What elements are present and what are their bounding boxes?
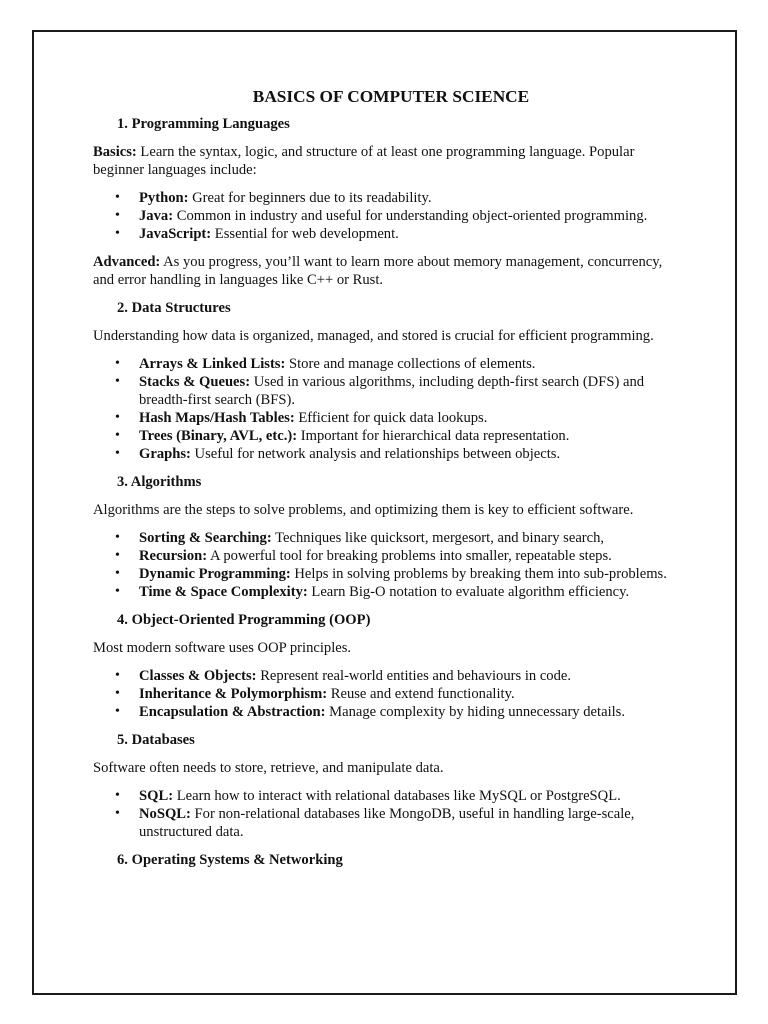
list-item bbox=[93, 355, 683, 373]
item-term: SQL: bbox=[139, 788, 174, 804]
list-item bbox=[93, 565, 683, 583]
item-term: Time & Space Complexity: bbox=[139, 584, 308, 600]
item-term: Python: bbox=[139, 190, 189, 206]
list-item bbox=[93, 805, 683, 841]
section-heading: 6. Operating Systems & Networking bbox=[117, 852, 343, 868]
list-item bbox=[93, 409, 683, 427]
list-item bbox=[93, 225, 683, 243]
bullet-icon: • bbox=[115, 428, 120, 443]
bullet-icon: • bbox=[115, 190, 120, 205]
section-outro bbox=[93, 253, 683, 289]
bullet-icon: • bbox=[115, 584, 120, 599]
item-term: Java: bbox=[139, 208, 174, 224]
item-term: Dynamic Programming: bbox=[139, 566, 291, 582]
list-item bbox=[93, 207, 683, 225]
item-term: Trees (Binary, AVL, etc.): bbox=[139, 428, 298, 444]
item-text: Store and manage collections of elements. bbox=[285, 356, 536, 372]
item-text: Used in various algorithms, including depth-first search (DFS) and breadth-first search (BFS). bbox=[139, 374, 645, 408]
document-body bbox=[93, 87, 683, 869]
section-heading: 4. Object-Oriented Programming (OOP) bbox=[117, 612, 371, 628]
intro-term: Basics: bbox=[93, 144, 137, 160]
item-text: Represent real-world entities and behaviours in code. bbox=[256, 668, 572, 684]
section-databases bbox=[93, 731, 683, 841]
item-text: Learn Big-O notation to evaluate algorithm efficiency. bbox=[307, 584, 630, 600]
section-intro bbox=[93, 143, 683, 179]
bullet-icon: • bbox=[115, 566, 120, 581]
item-text: Common in industry and useful for understanding object-oriented programming. bbox=[173, 208, 648, 224]
section-algorithms bbox=[93, 473, 683, 601]
section-heading: 5. Databases bbox=[117, 732, 195, 748]
section-heading: 3. Algorithms bbox=[117, 474, 202, 490]
item-term: JavaScript: bbox=[139, 226, 212, 242]
item-text: Manage complexity by hiding unnecessary details. bbox=[325, 704, 625, 720]
item-text: Learn how to interact with relational databases like MySQL or PostgreSQL. bbox=[173, 788, 621, 804]
section-data-structures bbox=[93, 299, 683, 463]
item-term: Stacks & Queues: bbox=[139, 374, 251, 390]
bullet-icon: • bbox=[115, 208, 120, 223]
bullet-list bbox=[93, 787, 683, 841]
section-programming-languages bbox=[93, 115, 683, 289]
list-item bbox=[93, 583, 683, 601]
bullet-list bbox=[93, 667, 683, 721]
outro-term: Advanced: bbox=[93, 254, 161, 270]
bullet-icon: • bbox=[115, 548, 120, 563]
list-item bbox=[93, 529, 683, 547]
bullet-list bbox=[93, 529, 683, 601]
item-text: Efficient for quick data lookups. bbox=[294, 410, 488, 426]
intro-text: Learn the syntax, logic, and structure of at least one programming language. Popular beginner languages include: bbox=[93, 144, 635, 178]
section-heading: 2. Data Structures bbox=[117, 300, 231, 316]
list-item bbox=[93, 787, 683, 805]
bullet-icon: • bbox=[115, 788, 120, 803]
item-term: Hash Maps/Hash Tables: bbox=[139, 410, 295, 426]
bullet-icon: • bbox=[115, 374, 120, 389]
item-text: Essential for web development. bbox=[211, 226, 399, 242]
bullet-list bbox=[93, 355, 683, 463]
document-title: BASICS OF COMPUTER SCIENCE bbox=[252, 87, 530, 106]
item-term: Encapsulation & Abstraction: bbox=[139, 704, 326, 720]
item-text: Techniques like quicksort, mergesort, and binary search, bbox=[271, 530, 605, 546]
list-item bbox=[93, 685, 683, 703]
section-intro: Understanding how data is organized, managed, and stored is crucial for efficient programming. bbox=[93, 328, 654, 344]
bullet-icon: • bbox=[115, 704, 120, 719]
item-text: Helps in solving problems by breaking them into sub-problems. bbox=[290, 566, 667, 582]
bullet-icon: • bbox=[115, 806, 120, 821]
bullet-icon: • bbox=[115, 686, 120, 701]
bullet-icon: • bbox=[115, 226, 120, 241]
item-text: Important for hierarchical data representation. bbox=[297, 428, 570, 444]
section-oop bbox=[93, 611, 683, 721]
item-term: Arrays & Linked Lists: bbox=[139, 356, 286, 372]
section-intro: Most modern software uses OOP principles. bbox=[93, 640, 352, 656]
section-intro: Software often needs to store, retrieve, and manipulate data. bbox=[93, 760, 444, 776]
list-item bbox=[93, 547, 683, 565]
bullet-icon: • bbox=[115, 530, 120, 545]
item-text: For non-relational databases like MongoDB, useful in handling large-scale, unstructured data. bbox=[139, 806, 635, 840]
item-term: Classes & Objects: bbox=[139, 668, 257, 684]
item-text: Useful for network analysis and relationships between objects. bbox=[190, 446, 561, 462]
item-text: Great for beginners due to its readability. bbox=[188, 190, 432, 206]
section-os-networking bbox=[93, 851, 683, 869]
bullet-icon: • bbox=[115, 356, 120, 371]
section-heading: 1. Programming Languages bbox=[117, 116, 290, 132]
list-item bbox=[93, 703, 683, 721]
outro-text: As you progress, you’ll want to learn more about memory management, concurrency, and error handling in languages like C++ or Rust. bbox=[93, 254, 663, 288]
bullet-list bbox=[93, 189, 683, 243]
item-term: Graphs: bbox=[139, 446, 191, 462]
item-term: Recursion: bbox=[139, 548, 208, 564]
item-text: Reuse and extend functionality. bbox=[327, 686, 515, 702]
item-term: Inheritance & Polymorphism: bbox=[139, 686, 328, 702]
list-item bbox=[93, 427, 683, 445]
item-term: Sorting & Searching: bbox=[139, 530, 272, 546]
item-text: A powerful tool for breaking problems into smaller, repeatable steps. bbox=[207, 548, 612, 564]
item-term: NoSQL: bbox=[139, 806, 191, 822]
bullet-icon: • bbox=[115, 446, 120, 461]
bullet-icon: • bbox=[115, 668, 120, 683]
list-item bbox=[93, 667, 683, 685]
section-intro: Algorithms are the steps to solve problems, and optimizing them is key to efficient software. bbox=[93, 502, 634, 518]
list-item bbox=[93, 373, 683, 409]
bullet-icon: • bbox=[115, 410, 120, 425]
list-item bbox=[93, 189, 683, 207]
list-item bbox=[93, 445, 683, 463]
